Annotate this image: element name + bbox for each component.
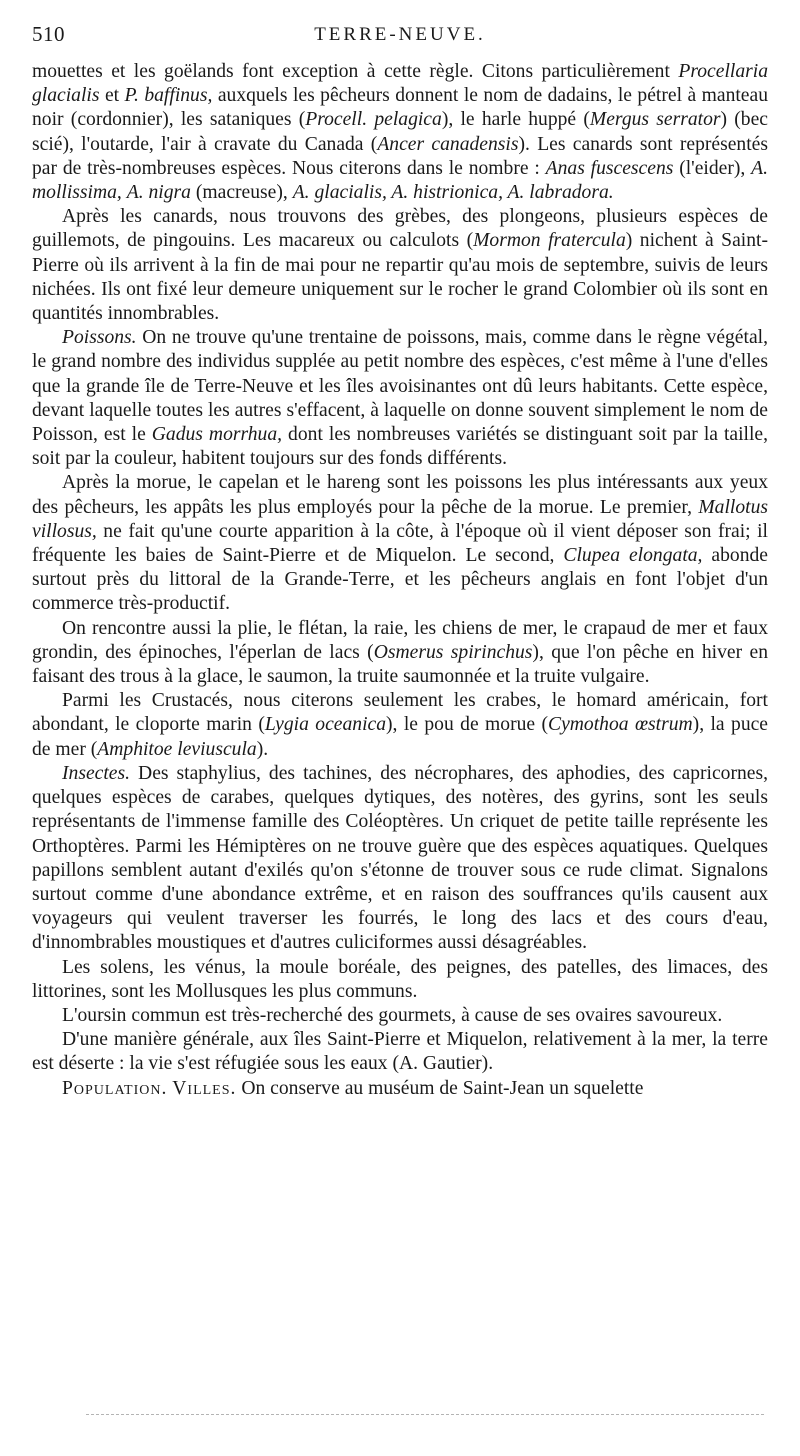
text-run: ), le harle huppé ( [441, 109, 590, 131]
paragraph [32, 1077, 768, 1101]
text-run: ) (bec scié), l'outarde, l'air à cravate du Canada ( [32, 109, 768, 155]
italic-run: Mallotus villosus, [32, 496, 768, 542]
italic-run: Amphitoe leviuscula [97, 738, 257, 760]
italic-run: A. nigra [126, 182, 191, 204]
body-text [32, 60, 768, 1101]
italic-run: A. glacialis, A. histrionica, A. labradora. [292, 182, 614, 204]
text-run: (l'eider), [673, 157, 752, 179]
text-run: Après les canards, nous trouvons des grèbes, des plongeons, plusieurs espèces de guillemots, de pingouins. Les macareux ou calculots ( [32, 206, 768, 252]
paragraph [32, 471, 768, 616]
italic-run: Ancer canadensis [377, 133, 519, 155]
text-run: ) nichent à Saint-Pierre où ils arrivent à la fin de mai pour ne repartir qu'au mois de septembre, suivis de leurs nichées. Ils ont fixé leur demeure uniquement sur le rocher le grand Colombier où ils sont en quantités innombrables. [32, 230, 768, 325]
paragraph [32, 326, 768, 471]
text-run: dont les nombreuses variétés se distinguant soit par la taille, soit par la couleur, habitent toujours sur des fonds différents. [32, 424, 769, 470]
italic-run: Anas fuscescens [545, 157, 674, 179]
page-header [32, 22, 768, 52]
text-run: auxquels les pêcheurs donnent le nom de dadains, le pétrel à manteau noir (cordonnier), les sataniques ( [32, 85, 768, 131]
paragraph [32, 689, 768, 762]
text-run: ), la puce de mer ( [32, 714, 769, 760]
italic-run: Osmerus spirinchus [373, 641, 533, 663]
italic-run: Poissons. [62, 327, 137, 349]
italic-run: Clupea elongata, [563, 545, 703, 567]
text-run: ), que l'on pêche en hiver en faisant des trous à la glace, le saumon, la truite saumonnée et la truite vulgaire. [32, 641, 769, 688]
italic-run: Procellaria glacialis [32, 61, 768, 107]
italic-run: Procell. pelagica [305, 109, 442, 131]
paragraph [32, 762, 768, 956]
italic-run: A. mollissima, [32, 157, 768, 204]
text-run: ). [256, 738, 269, 760]
text-run: On conserve au muséum de Saint-Jean un squelette [236, 1077, 644, 1099]
text-run: Parmi les Crustacés, nous citerons seulement les crabes, le homard américain, fort abondant, le cloporte marin ( [32, 690, 768, 736]
paragraph [32, 205, 768, 326]
text-run: abonde surtout près du littoral de la Grande-Terre, et les pêcheurs anglais en font l'objet d'un commerce très-productif. [32, 545, 768, 615]
italic-run: Insectes. [62, 762, 131, 784]
text-run: Les solens, les vénus, la moule boréale, des peignes, des patelles, des limaces, des littorines, sont les Mollusques les plus communs. [32, 956, 768, 1002]
italic-run: Lygia oceanica [264, 714, 387, 736]
italic-run: P. baffinus, [124, 85, 213, 107]
paragraph [32, 956, 768, 1004]
text-run: (macreuse), [190, 182, 293, 204]
small-caps-run: Villes. [172, 1077, 237, 1099]
text-run: mouettes et les goëlands font exception à cette règle. Citons particulièrement [32, 61, 679, 82]
text-run: ). Les canards sont représentés par de très-nombreuses espèces. Nous citerons dans le nombre : [32, 133, 768, 179]
paragraph [32, 1004, 768, 1028]
text-run: Après la morue, le capelan et le hareng sont les poissons les plus intéressants aux yeux des pêcheurs, les appâts les plus employés pour la pêche de la morue. Le premier, [32, 472, 768, 518]
italic-run: Cymothoa œstrum [548, 714, 693, 736]
page-number: 510 [32, 22, 65, 46]
text-run: On ne trouve qu'une trentaine de poissons, mais, comme dans le règne végétal, le grand nombre des individus supplée au petit nombre des espèces, c'est même à l'une d'elles que la grande île de Terre-Neuve et les îles avoisinantes ont dû leurs habitants. Cette espèce, devant laquelle toutes les autres s'effacent, à laquelle on donne souvent simplement le nom de Poisson, est le [32, 327, 768, 446]
text-run: ), le pou de morue ( [386, 714, 549, 736]
text-run: Des staphylius, des tachines, des nécrophares, des aphodies, des capricornes, quelques espèces de carabes, quelques dytiques, des notères, des gyrins, sont les seuls représentants de l'immense famille des Coléoptères. Un criquet de petite taille représente les Orthoptères. Parmi les Hémiptères on ne trouve guère que des espèces aquatiques. Quelques papillons semblent autant d'exilés qu'on s'étonne de trouver sous ce rude climat. Signalons surtout comme d'une abondance extrême, et en raison des souffrances qu'ils causent aux voyageurs qui veulent traverser les fourrés, le long des lacs et des cours d'eau, d'innombrables moustiques et d'autres culiciformes aussi désagréables. [32, 762, 768, 954]
small-caps-run: Population. [62, 1077, 168, 1099]
page-bottom-rule [86, 1414, 764, 1419]
italic-run: Gadus morrhua, [151, 424, 283, 446]
text-run: On rencontre aussi la plie, le flétan, la raie, les chiens de mer, le crapaud de mer et faux grondin, des épinoches, l'éperlan de lacs ( [32, 617, 768, 663]
text-run: D'une manière générale, aux îles Saint-Pierre et Miquelon, relativement à la mer, la terre est déserte : la vie s'est réfugiée sous les eaux (A. Gautier). [32, 1029, 768, 1075]
paragraph [32, 1028, 768, 1076]
text-run: L'oursin commun est très-recherché des gourmets, à cause de ses ovaires savoureux. [62, 1004, 723, 1026]
paragraph [32, 617, 768, 690]
italic-run: Mormon fratercula [473, 230, 626, 252]
running-title: TERRE-NEUVE. [314, 24, 486, 45]
text-run: et [99, 85, 125, 107]
italic-run: Mergus serrator [589, 109, 721, 131]
paragraph [32, 60, 768, 205]
text-run: ne fait qu'une courte apparition à la côte, à l'époque où il vient déposer son frai; il fréquente les baies de Saint-Pierre et de Miquelon. Le second, [32, 520, 768, 567]
